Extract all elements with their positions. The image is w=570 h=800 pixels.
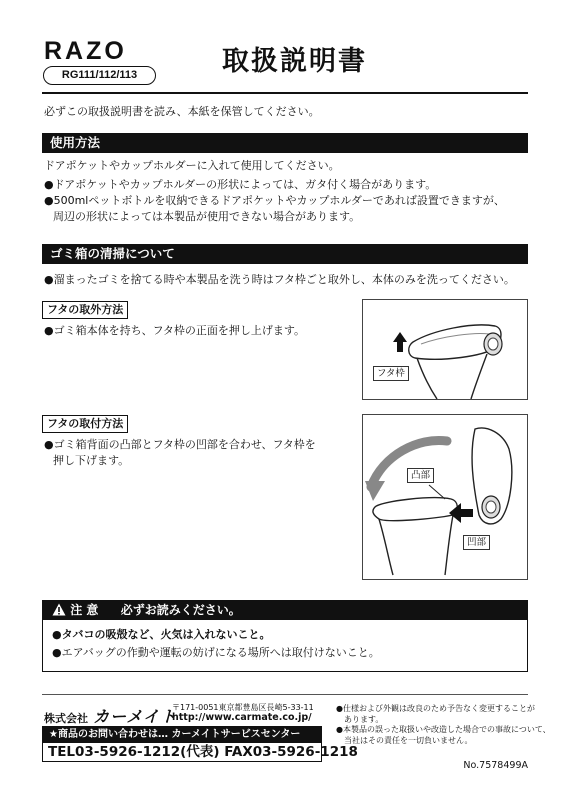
usage-bullet-2: ●500mlペットボトルを収納できるドアポケットやカップホルダーであれば設置できますが、 [44, 194, 505, 207]
caution-heading [42, 600, 528, 620]
caution-item-2: ●エアバッグの作動や運転の妨げになる場所へは取付けないこと。 [52, 646, 380, 659]
footer-note-line: ●仕様および外観は改良のため予告なく変更することが [336, 704, 535, 713]
contact-heading: ★商品のお問い合わせは… カーメイトサービスセンター [43, 727, 321, 743]
company-prefix: 株式会社 [44, 712, 88, 725]
label-concave-part: 凹部 [463, 535, 490, 550]
footer-note-line: ●本製品の誤った取扱いや改造した場合での事故について、 [336, 725, 551, 734]
model-number-badge: RG111/112/113 [43, 66, 156, 85]
usage-lead: ドアポケットやカップホルダーに入れて使用してください。 [44, 159, 340, 172]
figure-remove-lid [362, 299, 528, 400]
subheading-attach-lid: フタの取付方法 [42, 415, 128, 433]
label-lid-frame: フタ枠 [373, 366, 409, 381]
page-title: 取扱説明書 [222, 46, 367, 77]
section-heading-cleaning: ゴミ箱の清掃について [42, 244, 528, 264]
remove-lid-illustration [363, 300, 527, 399]
subheading-remove-lid: フタの取外方法 [42, 301, 128, 319]
document-number: No.7578499A [463, 760, 528, 771]
company-url: http://www.carmate.co.jp/ [172, 712, 312, 723]
up-arrow-icon [393, 332, 407, 352]
cleaning-lead: ●溜まったゴミを捨てる時や本製品を洗う時はフタ枠ごと取外し、本体のみを洗ってください。 [44, 273, 515, 286]
caution-title: 注 意 [70, 603, 99, 617]
contact-phone-fax: TEL03-5926-1212(代表) FAX03-5926-1218 [48, 744, 358, 760]
warning-triangle-icon [52, 603, 66, 616]
brand-logo: RAZO [44, 37, 127, 65]
remove-lid-text: ●ゴミ箱本体を持ち、フタ枠の正面を押し上げます。 [44, 324, 305, 337]
usage-bullet-1: ●ドアポケットやカップホルダーの形状によっては、ガタ付く場合があります。 [44, 178, 437, 191]
contact-box [42, 726, 358, 762]
company-logo-text: カーメイト [93, 707, 177, 726]
attach-lid-text-1: ●ゴミ箱背面の凸部とフタ枠の凹部を合わせ、フタ枠を [44, 438, 316, 451]
footer-note-line: あります。 [344, 714, 384, 724]
company-address: 〒171-0051東京都豊島区長崎5-33-11 [172, 703, 314, 712]
footer-divider [42, 694, 528, 695]
caution-subtitle: 必ずお読みください。 [120, 603, 241, 617]
footer-note-line: 当社はその責任を一切負いません。 [344, 735, 473, 745]
usage-bullet-2-cont: 周辺の形状によっては本製品が使用できない場合があります。 [53, 210, 361, 223]
company-name [44, 704, 177, 727]
section-heading-usage: 使用方法 [42, 133, 528, 153]
label-convex-part: 凸部 [407, 468, 434, 483]
figure-attach-lid [362, 414, 528, 580]
attach-lid-text-2: 押し下げます。 [53, 454, 130, 467]
intro-text: 必ずこの取扱説明書を読み、本紙を保管してください。 [44, 105, 320, 118]
attach-lid-illustration [363, 415, 527, 579]
footer-notes [336, 704, 551, 746]
title-divider [42, 92, 528, 94]
caution-item-1: ●タバコの吸殻など、火気は入れないこと。 [52, 628, 271, 641]
